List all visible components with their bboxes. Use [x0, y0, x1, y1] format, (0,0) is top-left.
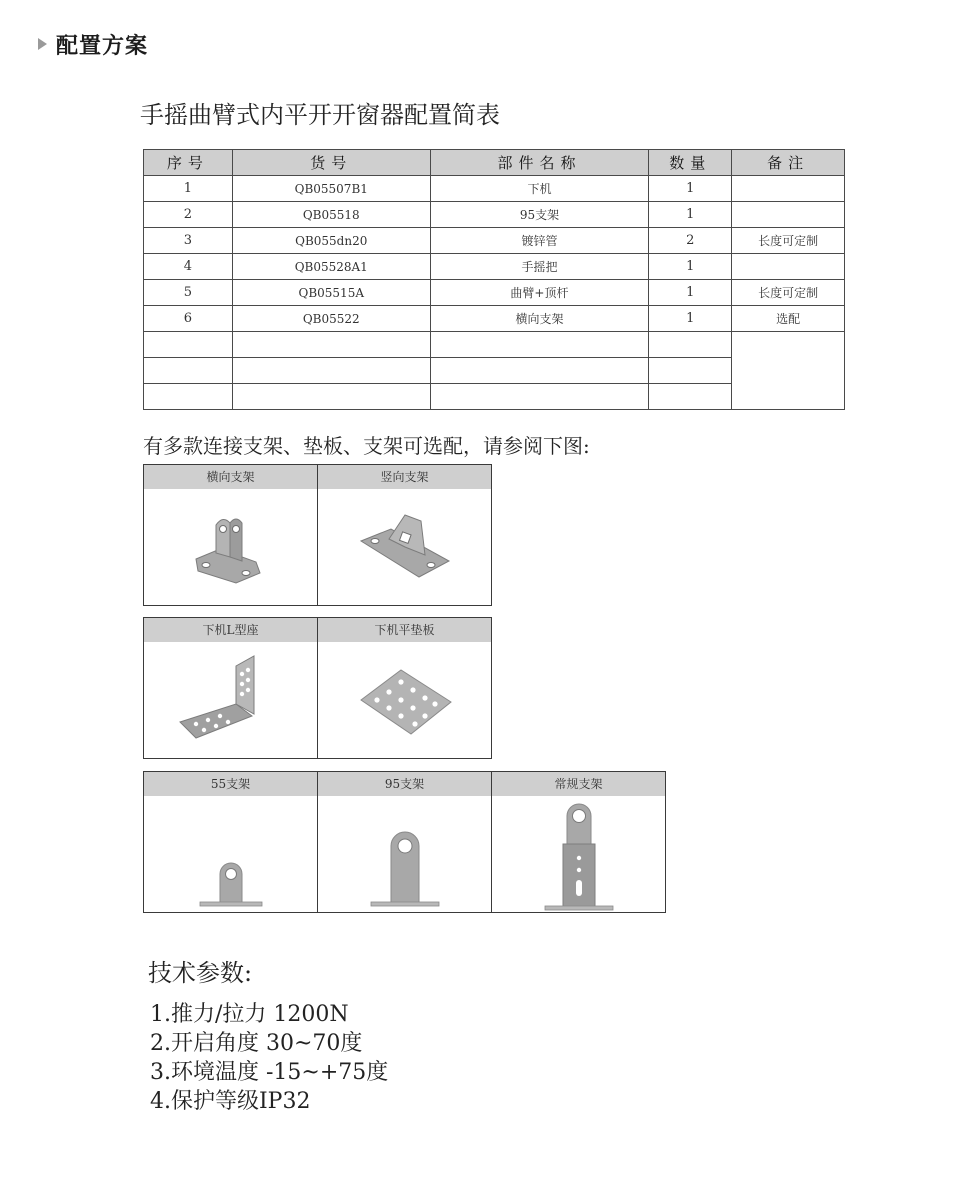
col-header-qty: 数量: [649, 150, 732, 176]
horizontal-bracket-icon: [186, 507, 276, 587]
cell-part-name: 95支架: [430, 202, 649, 228]
cell-note: [732, 254, 845, 280]
table-row: [144, 228, 845, 254]
bracket-caption: 95支架: [318, 772, 491, 796]
table-row: [144, 254, 845, 280]
col-header-part-name: 部件名称: [430, 150, 649, 176]
cell-note-merged: [732, 332, 845, 410]
cell-part-name: 下机: [430, 176, 649, 202]
table-row: [144, 306, 845, 332]
tech-param-item: 3.环境温度 -15~+75度: [150, 1060, 389, 1085]
cell-sku: QB05507B1: [232, 176, 430, 202]
tech-params-list: [150, 1000, 388, 1116]
cell-index: 6: [144, 306, 233, 332]
bracket-caption: 55支架: [144, 772, 317, 796]
bracket-caption: 常规支架: [492, 772, 665, 796]
bracket-card-vertical: [317, 464, 492, 606]
section-heading-text: 配置方案: [56, 33, 149, 59]
cell-note: 长度可定制: [732, 280, 845, 306]
bracket-card-55: [143, 771, 318, 913]
cell-sku: QB05518: [232, 202, 430, 228]
table-header-row: [144, 150, 845, 176]
bracket-caption: 横向支架: [144, 465, 317, 489]
bracket-card-95: [317, 771, 492, 913]
cell-sku: QB05528A1: [232, 254, 430, 280]
col-header-index: 序号: [144, 150, 233, 176]
table-row: [144, 280, 845, 306]
cell-qty: 1: [649, 280, 732, 306]
bracket-95-icon: [365, 822, 445, 912]
table-title: 手摇曲臂式内平开开窗器配置简表: [140, 101, 500, 129]
cell-note: [732, 202, 845, 228]
brackets-title: 有多款连接支架、垫板、支架可选配，请参阅下图:: [143, 434, 590, 458]
tech-param-item: 4.保护等级IP32: [150, 1089, 311, 1114]
cell-sku: QB055dn20: [232, 228, 430, 254]
table-row: [144, 176, 845, 202]
section-heading: [38, 28, 148, 60]
bracket-grid-row-3: [143, 771, 665, 913]
bracket-55-icon: [196, 852, 266, 912]
cell-index: 2: [144, 202, 233, 228]
bracket-grid-row-1: [143, 464, 491, 606]
flat-plate-icon: [355, 660, 455, 740]
table-row-empty: [144, 332, 845, 358]
cell-index: 5: [144, 280, 233, 306]
cell-qty: 1: [649, 202, 732, 228]
bracket-caption: 下机L型座: [144, 618, 317, 642]
bracket-caption: 下机平垫板: [318, 618, 491, 642]
regular-bracket-icon: [539, 800, 619, 912]
tech-param-item: 2.开启角度 30~70度: [150, 1031, 363, 1056]
cell-part-name: 镀锌管: [430, 228, 649, 254]
bracket-caption: 竖向支架: [318, 465, 491, 489]
bracket-card-regular: [491, 771, 666, 913]
col-header-sku: 货号: [232, 150, 430, 176]
tech-param-item: 1.推力/拉力 1200N: [150, 1002, 349, 1027]
tech-params-title: 技术参数:: [148, 959, 253, 987]
cell-part-name: 曲臂+顶杆: [430, 280, 649, 306]
config-table: [143, 149, 845, 410]
cell-part-name: 横向支架: [430, 306, 649, 332]
cell-note: [732, 176, 845, 202]
cell-note: 选配: [732, 306, 845, 332]
cell-index: 1: [144, 176, 233, 202]
cell-sku: QB05515A: [232, 280, 430, 306]
cell-sku: QB05522: [232, 306, 430, 332]
cell-index: 3: [144, 228, 233, 254]
bracket-grid-row-2: [143, 617, 491, 759]
cell-note: 长度可定制: [732, 228, 845, 254]
bracket-card-horizontal: [143, 464, 318, 606]
bracket-card-l-seat: [143, 617, 318, 759]
cell-part-name: 手摇把: [430, 254, 649, 280]
cell-qty: 1: [649, 176, 732, 202]
table-row: [144, 202, 845, 228]
cell-index: 4: [144, 254, 233, 280]
l-seat-icon: [176, 652, 286, 748]
vertical-bracket-icon: [355, 507, 455, 587]
bracket-card-flat-plate: [317, 617, 492, 759]
triangle-bullet-icon: [38, 38, 47, 50]
cell-qty: 1: [649, 306, 732, 332]
cell-qty: 1: [649, 254, 732, 280]
col-header-note: 备注: [732, 150, 845, 176]
cell-qty: 2: [649, 228, 732, 254]
